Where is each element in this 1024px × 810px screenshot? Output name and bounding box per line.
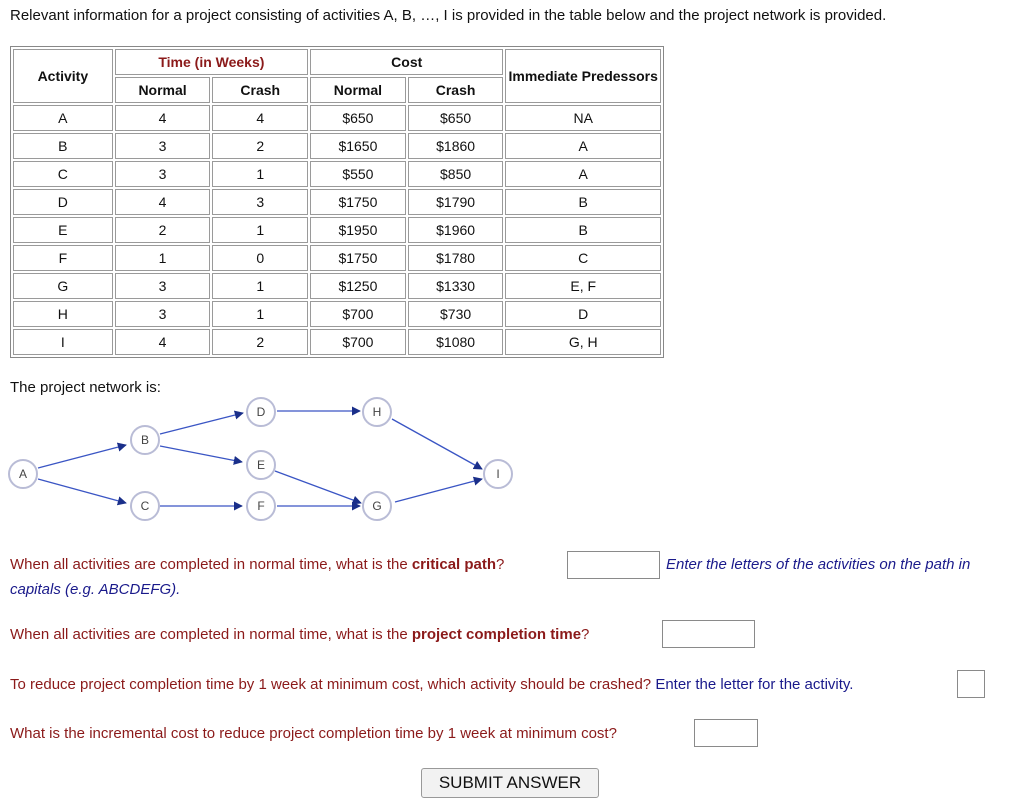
q3-hint: Enter the letter for the activity. (655, 676, 854, 693)
edge-g-i (395, 479, 482, 502)
header-cost-normal: Normal (310, 77, 406, 103)
cost-normal-cell: $650 (310, 105, 406, 131)
predecessors-cell: B (505, 189, 661, 215)
node-d-label: D (256, 405, 266, 419)
header-time-crash: Crash (212, 77, 308, 103)
edge-b-e (160, 446, 242, 462)
edge-e-g (275, 471, 361, 503)
cost-normal-cell: $1250 (310, 273, 406, 299)
table-row (13, 105, 661, 131)
time-crash-cell: 3 (212, 189, 308, 215)
cost-normal-cell: $1950 (310, 217, 406, 243)
node-a-label: A (18, 467, 28, 481)
predecessors-cell: D (505, 301, 661, 327)
edge-a-c (38, 479, 126, 503)
cost-normal-cell: $550 (310, 161, 406, 187)
header-cost: Cost (310, 49, 503, 75)
cost-crash-cell: $1790 (408, 189, 504, 215)
cost-crash-cell: $1960 (408, 217, 504, 243)
activity-cell: B (13, 133, 113, 159)
cost-normal-cell: $700 (310, 329, 406, 355)
predecessors-cell: B (505, 217, 661, 243)
time-normal-cell: 2 (115, 217, 211, 243)
q1-text: When all activities are completed in normal time, what is the (10, 556, 412, 573)
time-normal-cell: 3 (115, 133, 211, 159)
activity-cell: G (13, 273, 113, 299)
question-crash-activity (10, 676, 853, 693)
activity-cell: I (13, 329, 113, 355)
question-completion-time (10, 626, 589, 643)
completion-time-input[interactable] (662, 620, 755, 648)
q2-text: When all activities are completed in normal time, what is the (10, 626, 412, 643)
question-critical-path (10, 556, 504, 573)
predecessors-cell: G, H (505, 329, 661, 355)
node-g-label: G (372, 499, 382, 513)
header-cost-crash: Crash (408, 77, 504, 103)
node-e-label: E (256, 458, 266, 472)
cost-crash-cell: $850 (408, 161, 504, 187)
cost-normal-cell: $1650 (310, 133, 406, 159)
q1-hint-line2: capitals (e.g. ABCDEFG). (10, 581, 181, 598)
predecessors-cell: A (505, 133, 661, 159)
activity-cell: D (13, 189, 113, 215)
table-row (13, 133, 661, 159)
cost-crash-cell: $1330 (408, 273, 504, 299)
q1-bold: critical path (411, 556, 497, 573)
edge-a-b (38, 445, 126, 468)
predecessors-cell: A (505, 161, 661, 187)
table-row (13, 189, 661, 215)
question-incremental-cost: What is the incremental cost to reduce project completion time by 1 week at minimum cost? (10, 725, 617, 742)
time-crash-cell: 1 (212, 217, 308, 243)
cost-normal-cell: $1750 (310, 189, 406, 215)
crash-activity-input[interactable] (957, 670, 985, 698)
edge-b-d (160, 413, 243, 434)
table-row (13, 273, 661, 299)
q1-post: ? (496, 556, 505, 573)
time-normal-cell: 1 (115, 245, 211, 271)
network-label: The project network is: (10, 379, 161, 396)
activity-cell: E (13, 217, 113, 243)
intro-text: Relevant information for a project consisting of activities A, B, …, I is provided in the table below and the project network is provided. (10, 7, 887, 24)
time-normal-cell: 3 (115, 273, 211, 299)
activity-cell: A (13, 105, 113, 131)
header-time: Time (in Weeks) (115, 49, 308, 75)
cost-crash-cell: $1860 (408, 133, 504, 159)
time-crash-cell: 2 (212, 133, 308, 159)
table-row (13, 217, 661, 243)
activity-cell: C (13, 161, 113, 187)
time-crash-cell: 2 (212, 329, 308, 355)
activity-table (10, 46, 664, 358)
q3-text: To reduce project completion time by 1 week at minimum cost, which activity should be crashed? (10, 676, 652, 693)
table-row (13, 245, 661, 271)
node-f-label: F (257, 499, 265, 513)
table-row (13, 329, 661, 355)
activity-cell: H (13, 301, 113, 327)
submit-answer-button[interactable]: SUBMIT ANSWER (421, 768, 599, 798)
q1-hint-line1: Enter the letters of the activities on the path in (666, 556, 971, 573)
time-normal-cell: 4 (115, 329, 211, 355)
cost-crash-cell: $650 (408, 105, 504, 131)
time-crash-cell: 1 (212, 273, 308, 299)
critical-path-input[interactable] (567, 551, 660, 579)
time-crash-cell: 0 (212, 245, 308, 271)
node-h-label: H (372, 405, 382, 419)
project-network-diagram (0, 395, 530, 530)
predecessors-cell: C (505, 245, 661, 271)
time-crash-cell: 1 (212, 161, 308, 187)
q2-post: ? (581, 626, 590, 643)
cost-normal-cell: $700 (310, 301, 406, 327)
q2-bold: project completion time (411, 626, 582, 643)
incremental-cost-input[interactable] (694, 719, 758, 747)
time-normal-cell: 4 (115, 105, 211, 131)
time-normal-cell: 3 (115, 161, 211, 187)
cost-crash-cell: $1080 (408, 329, 504, 355)
cost-normal-cell: $1750 (310, 245, 406, 271)
table-row (13, 301, 661, 327)
time-crash-cell: 1 (212, 301, 308, 327)
node-c-label: C (140, 499, 150, 513)
header-activity: Activity (13, 49, 113, 103)
header-time-normal: Normal (115, 77, 211, 103)
edge-h-i (392, 419, 482, 469)
predecessors-cell: NA (505, 105, 661, 131)
table-row (13, 161, 661, 187)
cost-crash-cell: $730 (408, 301, 504, 327)
node-i-label: I (496, 467, 500, 481)
time-normal-cell: 4 (115, 189, 211, 215)
node-b-label: B (140, 433, 150, 447)
activity-cell: F (13, 245, 113, 271)
header-immediate-predecessors: Immediate Predessors (505, 49, 661, 103)
cost-crash-cell: $1780 (408, 245, 504, 271)
time-normal-cell: 3 (115, 301, 211, 327)
time-crash-cell: 4 (212, 105, 308, 131)
predecessors-cell: E, F (505, 273, 661, 299)
